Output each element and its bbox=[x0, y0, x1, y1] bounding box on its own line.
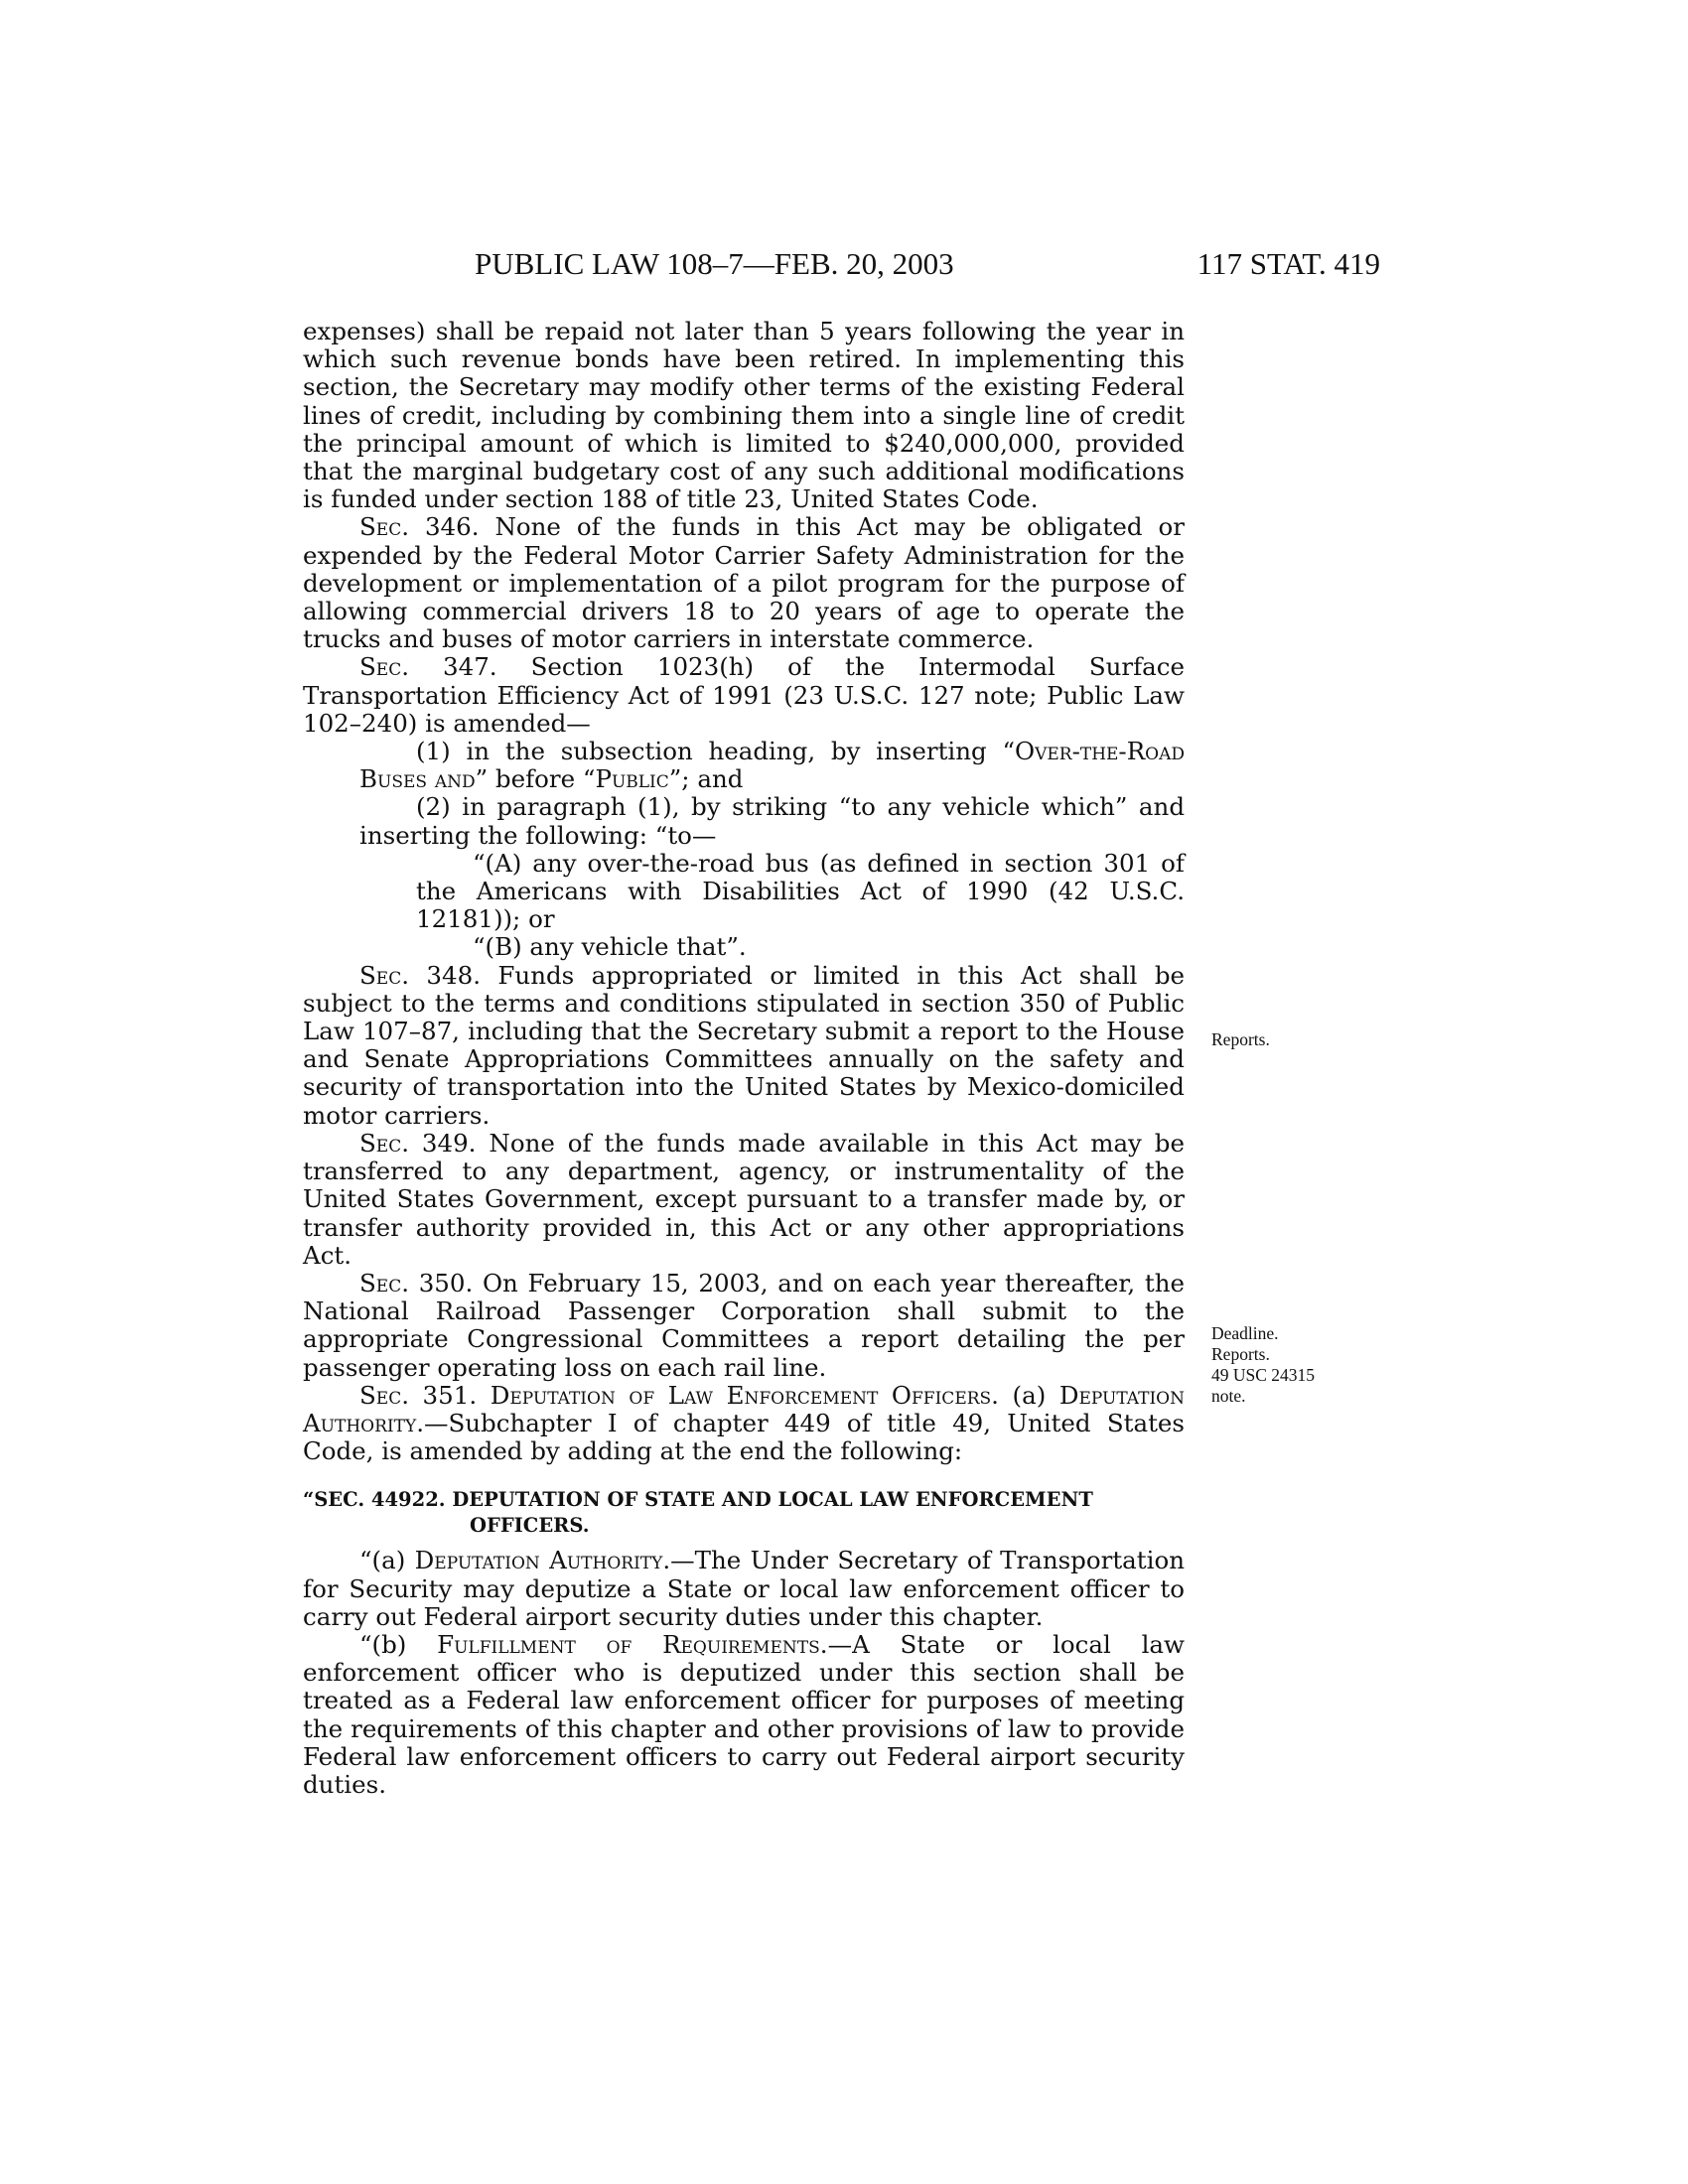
paragraph-continued: expenses) shall be repaid not later than 5 years following the year in which such revenue bonds have been retired. In implementing this section, the Secretary may modify other terms of the existing Federal lines of credit, including by combining them into a single line of credit the principal amount of which is limited to $240,000,000, provided that the marginal budgetary cost of any such additional modifications is funded under section 188 of title 23, United States Code. bbox=[303, 317, 1185, 514]
document-body bbox=[303, 318, 1185, 1799]
section-348: Sec. 348. Funds appropriated or limited in this Act shall be subject to the terms and conditions stipulated in section 350 of Public Law 107–87, including that the Secretary submit a report to the House and Senate Appropriations Committees annually on the safety and security of transportation into the United States by Mexico-domiciled motor carriers. bbox=[303, 960, 1185, 1130]
section-350: Sec. 350. On February 15, 2003, and on each year thereafter, the National Railroad Passenger Corporation shall submit to the appropriate Congressional Committees a report detailing the per passenger operating loss on each rail line. bbox=[303, 1268, 1185, 1382]
section-44922-heading: “SEC. 44922. DEPUTATION OF STATE AND LOCAL LAW ENFORCEMENT OFFICERS. bbox=[303, 1488, 1093, 1538]
section-351: Sec. 351. Deputation of Law Enforcement Officers. (a) Deputation Authority.—Subchapter I of chapter 449 of title 49, United States Code, is amended by adding at the end the following: bbox=[303, 1380, 1185, 1466]
section-347-item-1: (1) in the subsection heading, by inserting “Over-the-Road Buses and” before “Public”; and bbox=[359, 737, 1185, 794]
stat-reference: 117 STAT. 419 bbox=[1196, 246, 1380, 281]
section-347-subitem-b: “(B) any vehicle that”. bbox=[473, 932, 747, 962]
section-347: Sec. 347. Section 1023(h) of the Intermodal Surface Transportation Efficiency Act of 1991 (23 U.S.C. 127 note; Public Law 102–240) is amended— bbox=[303, 652, 1185, 738]
margin-note-reports: Reports. bbox=[1211, 1029, 1270, 1049]
subsection-b: “(b) Fulfillment of Requirements.—A State or local law enforcement officer who is deputized under this section shall be treated as a Federal law enforcement officer for purposes of meeting the requirements of this chapter and other provisions of law to provide Federal law enforcement officers to carry out Federal airport security duties. bbox=[303, 1629, 1186, 1799]
section-347-subitem-a: “(A) any over-the-road bus (as defined in section 301 of the Americans with Disabilities Act of 1990 (42 U.S.C. 12181)); or bbox=[416, 848, 1185, 934]
running-head: PUBLIC LAW 108–7—FEB. 20, 2003 bbox=[475, 246, 954, 281]
section-349: Sec. 349. None of the funds made available in this Act may be transferred to any department, agency, or instrumentality of the United States Government, except pursuant to a transfer made by, or transfer authority provided in, this Act or any other appropriations Act. bbox=[303, 1128, 1185, 1270]
subsection-a: “(a) Deputation Authority.—The Under Secretary of Transportation for Security may deputize a State or local law enforcement officer to carry out Federal airport security duties under this chapter. bbox=[303, 1546, 1185, 1631]
page-header bbox=[298, 246, 1380, 286]
section-347-item-2: (2) in paragraph (1), by striking “to any vehicle which” and inserting the following: “to— bbox=[359, 792, 1185, 850]
margin-note-deadline: Deadline. Reports. 49 USC 24315 note. bbox=[1211, 1323, 1316, 1406]
section-346: Sec. 346. None of the funds in this Act may be obligated or expended by the Federal Motor Carrier Safety Administration for the development or implementation of a pilot program for the purpose of allowing commercial drivers 18 to 20 years of age to operate the trucks and buses of motor carriers in interstate commerce. bbox=[303, 512, 1185, 654]
